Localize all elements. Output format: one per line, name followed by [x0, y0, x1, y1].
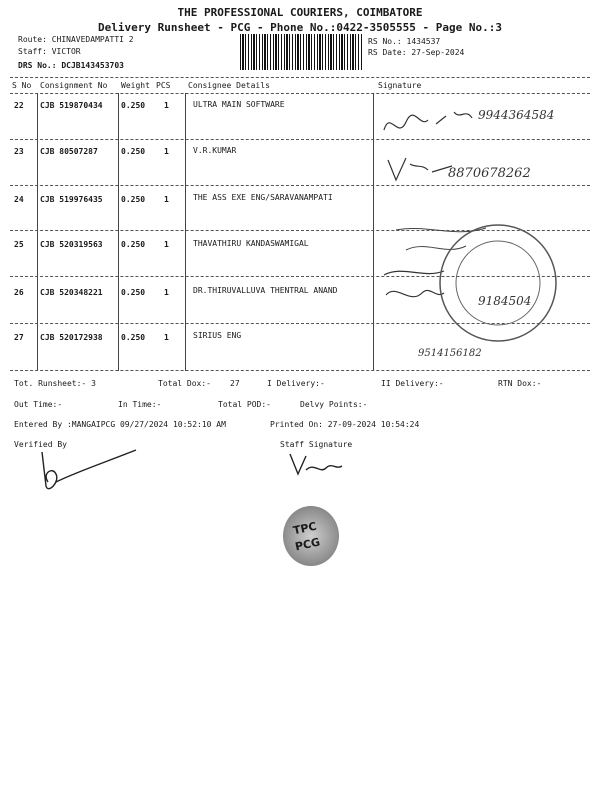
row-consignment: CJB 520172938 — [40, 333, 103, 342]
stamp-line2: PCG — [293, 535, 322, 554]
row-weight: 0.250 — [121, 195, 146, 204]
i-delivery: I Delivery:- — [267, 379, 325, 388]
rtn-dox: RTN Dox:- — [498, 379, 542, 388]
col-weight: Weight — [121, 81, 150, 90]
row-consignment: CJB 80507287 — [40, 147, 98, 156]
row-weight: 0.250 — [121, 240, 146, 249]
row-pcs: 1 — [164, 101, 169, 110]
runsheet-subtitle: Delivery Runsheet - PCG - Phone No.:0422-3505555 - Page No.:3 — [98, 21, 502, 34]
row-consignment: CJB 519976435 — [40, 195, 103, 204]
col-signature: Signature — [378, 81, 422, 90]
row-consignment: CJB 520348221 — [40, 288, 103, 297]
col-consignment: Consignment No — [40, 81, 108, 90]
row-sno: 27 — [14, 333, 24, 342]
row-sno: 26 — [14, 288, 24, 297]
staff-signature-icon — [286, 446, 366, 482]
row-consignment: CJB 520319563 — [40, 240, 103, 249]
row-pcs: 1 — [164, 147, 169, 156]
col-pcs: PCS — [156, 81, 171, 90]
entered-by: Entered By :MANGAIPCG 09/27/2024 10:52:10 AM — [14, 420, 226, 429]
row-weight: 0.250 — [121, 101, 146, 110]
total-dox-label: Total Dox:- — [158, 379, 211, 388]
row-sno: 25 — [14, 240, 24, 249]
rs-date: RS Date: 27-Sep-2024 — [368, 48, 465, 57]
handwritten-phone-26: 9184504 — [478, 294, 532, 308]
company-title: THE PROFESSIONAL COURIERS, COIMBATORE — [177, 6, 423, 19]
row-pcs: 1 — [164, 288, 169, 297]
handwritten-phone-22: 9944364584 — [478, 108, 555, 122]
total-pod: Total POD:- — [218, 400, 271, 409]
verified-by-label: Verified By — [14, 440, 67, 449]
row-pcs: 1 — [164, 195, 169, 204]
out-time: Out Time:- — [14, 400, 63, 409]
delvy-points: Delvy Points:- — [300, 400, 368, 409]
stamp-line1: TPC — [291, 519, 318, 538]
staff-signature-label: Staff Signature — [280, 440, 353, 449]
row-sno: 22 — [14, 101, 24, 110]
handwritten-phone-23: 8870678262 — [448, 166, 531, 181]
row-pcs: 1 — [164, 333, 169, 342]
row-sno: 24 — [14, 195, 24, 204]
row-weight: 0.250 — [121, 288, 146, 297]
tot-runsheet: Tot. Runsheet:- 3 — [14, 379, 96, 388]
staff-label: Staff: VICTOR — [18, 47, 81, 56]
verifier-signature-icon — [30, 448, 140, 498]
row-details: THE ASS EXE ENG/SARAVANAMPATI — [193, 193, 333, 202]
row-details: DR.THIRUVALLUVA THENTRAL ANAND — [193, 286, 338, 295]
handwritten-phone-27: 9514156182 — [418, 348, 482, 359]
row-weight: 0.250 — [121, 333, 146, 342]
drs-number: DRS No.: DCJB143453703 — [18, 61, 124, 70]
in-time: In Time:- — [118, 400, 162, 409]
route-label: Route: CHINAVEDAMPATTI 2 — [18, 35, 134, 44]
ii-delivery: II Delivery:- — [381, 379, 444, 388]
col-sno: S No — [12, 81, 32, 90]
row-weight: 0.250 — [121, 147, 146, 156]
barcode — [240, 34, 362, 70]
signature-scribbles — [376, 100, 586, 370]
printed-on: Printed On: 27-09-2024 10:54:24 — [270, 420, 420, 429]
row-consignment: CJB 519870434 — [40, 101, 103, 110]
row-pcs: 1 — [164, 240, 169, 249]
row-details: THAVATHIRU KANDASWAMIGAL — [193, 239, 309, 248]
col-consignee: Consignee Details — [188, 81, 270, 90]
row-details: ULTRA MAIN SOFTWARE — [193, 100, 285, 109]
row-details: SIRIUS ENG — [193, 331, 242, 340]
rs-number: RS No.: 1434537 — [368, 37, 441, 46]
total-dox-value: 27 — [230, 379, 240, 388]
row-details: V.R.KUMAR — [193, 146, 237, 155]
row-sno: 23 — [14, 147, 24, 156]
